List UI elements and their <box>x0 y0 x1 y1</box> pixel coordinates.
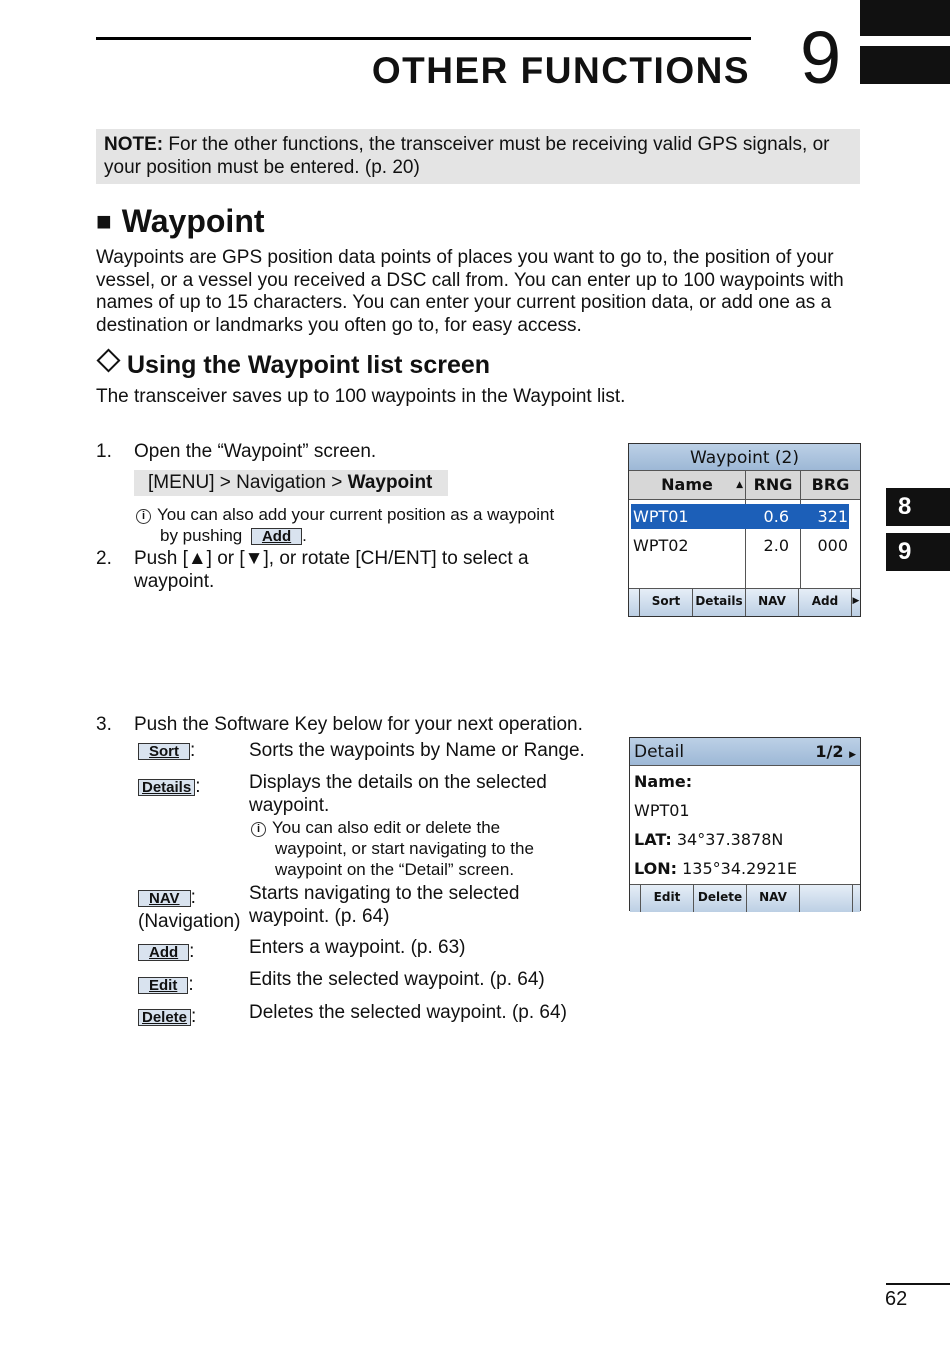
corner-tab-top <box>860 0 950 36</box>
menu-path <box>134 470 448 496</box>
detail-lon-value: 135°34.2921E <box>682 859 797 878</box>
softkey-edit[interactable]: Edit <box>641 885 694 912</box>
waypoint-list-title: Waypoint (2) <box>629 444 860 471</box>
softkey-delete[interactable]: Delete <box>694 885 747 912</box>
column-header-name-label: Name <box>661 475 713 494</box>
key-nav-sub: (Navigation) <box>138 911 241 932</box>
waypoint-list-body <box>629 500 860 588</box>
row-rng: 2.0 <box>763 536 789 555</box>
column-header-rng[interactable]: RNG <box>746 471 801 499</box>
table-row[interactable] <box>631 533 849 558</box>
info-icon: i <box>136 509 151 524</box>
key-sort-desc: Sorts the waypoints by Name or Range. <box>249 740 585 761</box>
key-details-desc1: Displays the details on the selected <box>249 772 547 793</box>
key-add-desc: Enters a waypoint. (p. 63) <box>249 937 466 958</box>
softkey-spacer <box>630 885 641 912</box>
detail-body <box>630 766 860 884</box>
section-title <box>96 203 265 240</box>
detail-lon-label: LON: <box>634 859 678 878</box>
softkey-empty[interactable] <box>800 885 853 912</box>
row-brg: 000 <box>817 536 848 555</box>
colon: : <box>189 941 195 962</box>
chapter-number: 9 <box>800 16 842 99</box>
detail-name-value: WPT01 <box>634 801 690 820</box>
detail-name-label: Name: <box>634 772 693 791</box>
step-3-text: Push the Software Key below for your next operation. <box>134 714 583 735</box>
softkey-nav[interactable]: NAV <box>747 885 800 912</box>
column-header-brg[interactable]: BRG <box>811 475 850 494</box>
subsection-intro: The transceiver saves up to 100 waypoints in the Waypoint list. <box>96 386 626 407</box>
waypoint-list-screen <box>628 443 861 617</box>
softkey-spacer <box>853 885 860 912</box>
note-label: NOTE: <box>104 134 164 155</box>
next-page-icon: ▶ <box>849 750 856 760</box>
step-1-text: Open the “Waypoint” screen. <box>134 441 377 462</box>
step-1-info-a: You can also add your current position as a waypoint <box>157 505 555 524</box>
key-details-desc2: waypoint. <box>249 795 330 816</box>
step-1-info-end: . <box>302 526 307 545</box>
detail-lat <box>634 825 856 854</box>
nav-key: NAV <box>138 890 191 907</box>
detail-page-label: 1/2 <box>815 742 844 761</box>
sort-key: Sort <box>138 743 190 760</box>
key-sort-label <box>138 739 195 762</box>
key-edit-desc: Edits the selected waypoint. (p. 64) <box>249 969 545 990</box>
row-rng: 0.6 <box>763 507 789 526</box>
step-1-info-b: by pushing <box>160 526 243 545</box>
subsection-title-text: Using the Waypoint list screen <box>127 351 491 379</box>
key-details-info1-text: You can also edit or delete the <box>272 818 501 837</box>
detail-title: Detail <box>634 742 685 762</box>
add-key: Add <box>138 944 189 961</box>
info-icon: i <box>251 822 266 837</box>
corner-tab-bottom <box>860 46 950 84</box>
key-details-info1 <box>251 817 500 838</box>
details-key: Details <box>138 779 195 796</box>
step-3-number: 3. <box>96 714 112 735</box>
header-rule <box>96 37 751 40</box>
subsection-title <box>96 351 490 380</box>
sort-arrow-icon: ▲ <box>736 480 743 490</box>
page-number: 62 <box>885 1288 908 1310</box>
colon: : <box>188 974 194 995</box>
detail-page[interactable] <box>815 738 856 765</box>
key-details-info3: waypoint on the “Detail” screen. <box>275 860 515 879</box>
side-tab-9[interactable]: 9 <box>886 533 950 571</box>
side-tab-8[interactable]: 8 <box>886 488 950 526</box>
next-arrow-icon[interactable]: ▶ <box>852 596 860 606</box>
key-delete-desc: Deletes the selected waypoint. (p. 64) <box>249 1002 567 1023</box>
detail-lat-label: LAT: <box>634 830 672 849</box>
footer-rule <box>886 1283 950 1285</box>
colon: : <box>191 1006 197 1027</box>
key-delete-label <box>138 1005 196 1028</box>
section-intro: Waypoints are GPS position data points of places you want to go to, the position of your vessel, or a vessel you received a DSC call from. You can enter up to 100 waypoints with names of up to 15 characters. You can enter your current position data, or add one as a destination or landmarks you often go to, for easy access. <box>96 247 844 336</box>
note-text: For the other functions, the transceiver must be receiving valid GPS signals, or your position must be entered. (p. 20) <box>104 134 830 178</box>
section-bullet: ■ <box>96 206 112 236</box>
detail-title-bar <box>630 738 860 766</box>
note-box <box>96 129 860 184</box>
waypoint-list-softkeys <box>629 588 860 616</box>
key-add-label <box>138 940 194 963</box>
key-nav-label <box>138 886 196 909</box>
key-details-info2: waypoint, or start navigating to the <box>275 839 534 858</box>
section-title-text: Waypoint <box>121 203 265 239</box>
chapter-title: OTHER FUNCTIONS <box>371 50 750 91</box>
softkey-sort[interactable]: Sort <box>640 589 693 616</box>
column-header-name[interactable] <box>629 471 746 499</box>
step-1-number: 1. <box>96 441 112 462</box>
softkey-add[interactable]: Add <box>799 589 852 616</box>
step-2-line1: Push [▲] or [▼], or rotate [CH/ENT] to select a <box>134 548 529 569</box>
menu-path-prefix: [MENU] > Navigation > <box>148 472 348 493</box>
colon: : <box>195 776 201 797</box>
key-edit-label <box>138 973 194 996</box>
delete-key: Delete <box>138 1009 191 1026</box>
softkey-nav[interactable]: NAV <box>746 589 799 616</box>
detail-screen <box>629 737 861 911</box>
softkey-spacer <box>629 589 640 616</box>
row-name: WPT01 <box>633 507 689 526</box>
table-row[interactable] <box>631 504 849 529</box>
step-1-info <box>136 504 554 525</box>
key-details-label <box>138 775 200 798</box>
detail-softkeys <box>630 884 860 912</box>
row-brg: 321 <box>817 507 848 526</box>
softkey-details[interactable]: Details <box>693 589 746 616</box>
menu-path-bold: Waypoint <box>347 472 433 493</box>
add-key-inline: Add <box>251 528 302 545</box>
colon: : <box>190 887 196 908</box>
step-1-info-line2 <box>160 525 307 546</box>
key-nav-desc2: waypoint. (p. 64) <box>249 906 390 927</box>
colon: : <box>190 740 196 761</box>
waypoint-list-header <box>629 471 860 500</box>
row-name: WPT02 <box>633 536 689 555</box>
detail-lat-value: 34°37.3878N <box>676 830 784 849</box>
detail-lon <box>634 854 856 883</box>
edit-key: Edit <box>138 977 188 994</box>
step-2-number: 2. <box>96 548 112 569</box>
diamond-icon <box>96 348 120 372</box>
step-2-line2: waypoint. <box>134 571 215 592</box>
key-nav-desc1: Starts navigating to the selected <box>249 883 520 904</box>
